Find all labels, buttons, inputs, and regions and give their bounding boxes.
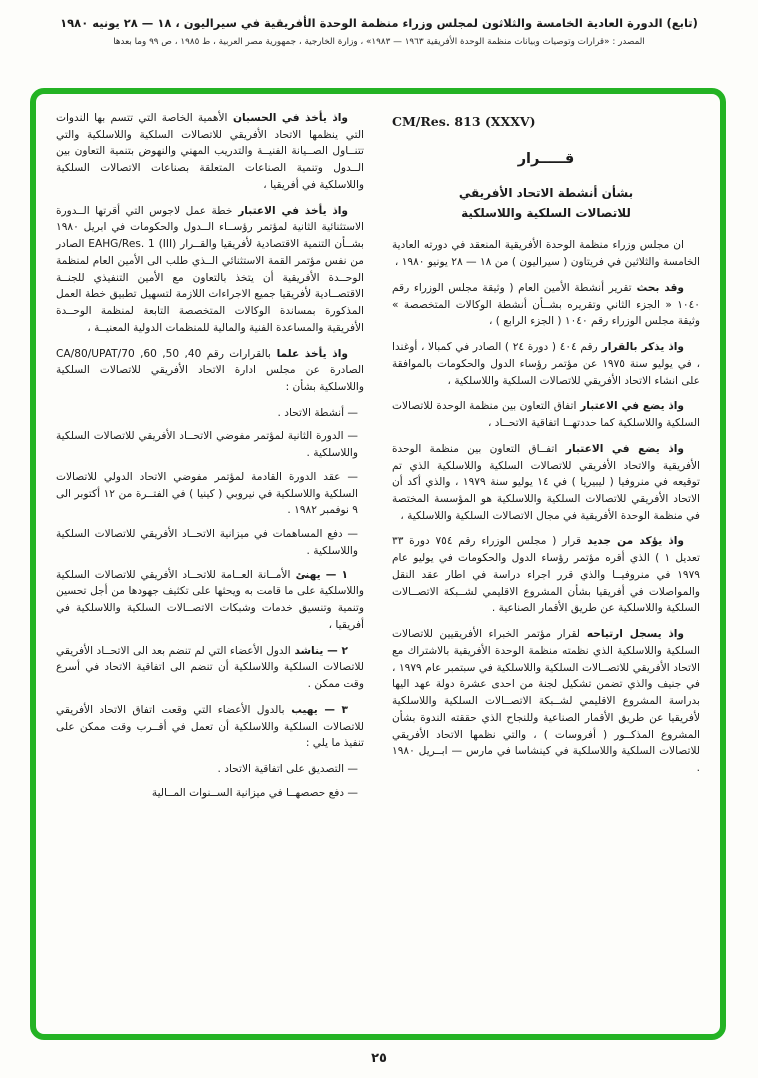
page-number: ٢٥ xyxy=(371,1051,387,1066)
page-header xyxy=(0,0,758,47)
paragraph: ٣ — يهيب بالدول الأعضاء التي وقعت اتفاق الاتحاد الأفريقي للاتصالات السلكية واللاسلكية أن تعمل في أقــرب وقت ممكن على تنفيذ ما يلي : xyxy=(56,703,364,750)
header-session-title: (تابع) الدورة العادية الخامسة والثلاثون لمجلس وزراء منظمة الوحدة الأفريقية في سيراليون ، ١٨ — ٢٨ يونيه ١٩٨٠ xyxy=(60,16,698,30)
paragraph: واذ يأخذ علما بالقرارات رقم 40, 50, 60, 70/CA/80/UPAT الصادرة عن مجلس ادارة الاتحاد الأفريقي للاتصالات السلكية واللاسلكية بشأن : xyxy=(56,347,364,394)
content-frame xyxy=(30,88,726,1040)
paragraph-lead: واذ يضع في الاعتبار xyxy=(557,442,684,455)
resolution-title: قـــــرار xyxy=(517,150,575,167)
paragraph-lead: واذ يذكر بالقرار xyxy=(597,341,684,354)
paragraph-lead: واذ يأخذ علما xyxy=(270,347,348,360)
paragraph-lead: واذ يسجل ارتياحه xyxy=(580,628,684,641)
paragraph-lead: واذ يؤكد من جديد xyxy=(581,535,684,548)
paragraph: ١ — يهنئ الأمــانة العــامة للاتحــاد الأفريقي للاتصالات السلكية واللاسلكية على ما قامت به ويحثها على تكثيف جهودها من أجل تحسين وتنمية وتنسيق خدمات وشبكات الاتصــالات السلكية واللاسلكية في أفريقيا ، xyxy=(56,568,364,631)
list-item: — عقد الدورة القادمة لمؤتمر مفوضي الاتحاد الدولي للاتصالات السلكية واللاسلكية في نيروبي ( كينيا ) في الفتــرة من ١٢ أكتوبر الى ٩ نوفمبر ١٩٨٢ . xyxy=(56,470,358,517)
paragraph: واذ يضع في الاعتبار اتفــاق التعاون بين منظمة الوحدة الأفريقية والاتحاد الأفريقي للاتصالات السلكية واللاسلكية الذي تم توقيعه في منروفيا ( ليبيريا ) في ١٤ يوليو سنة ١٩٧٩ ، والذي أكد أن الاتحاد الأفريقي للاتصالات السلكية واللاسلكية هو المؤسسة المختصة في منظمة الوحدة الأفريقية في مجال الاتصالات السلكية واللاسلكية ، xyxy=(392,442,700,522)
header-source-note: المصدر : «قرارات وتوصيات وبيانات منظمة الوحدة الأفريقية ١٩٦٣ — ١٩٨٣» ، وزارة الخارجية ، جمهورية مصر العربية ، ط ١٩٨٥ ، ص ٩٩ وما بعدها xyxy=(113,37,645,47)
paragraph-lead: واذ يضع في الاعتبار xyxy=(576,400,684,413)
left-column-paragraphs xyxy=(56,110,364,801)
list-item: — أنشطة الاتحاد . xyxy=(277,406,358,419)
paragraph: ان مجلس وزراء منظمة الوحدة الأفريقية المنعقد في دورته العادية الخامسة والثلاثين في فريتاون ( سيراليون ) من ١٨ — ٢٨ يونيو ١٩٨٠ ، xyxy=(392,239,700,269)
paragraph: ٢ — يناشد الدول الأعضاء التي لم تنضم بعد الى الاتحــاد الأفريقي للاتصالات السلكية واللاسلكية أن تنضم الى اتفاقية الاتحاد في أسرع وقت ممكن . xyxy=(56,644,364,691)
paragraph: واذ يذكر بالقرار رقم ٤٠٤ ( دورة ٢٤ ) الصادر في كمبالا ، أوغندا ، في يوليو سنة ١٩٧٥ عن مؤتمر رؤساء الدول والحكومات بالموافقة على انشاء الاتحاد الأفريقي للاتصالات السلكية واللاسلكية ، xyxy=(392,341,701,387)
paragraph-lead: ١ — يهنئ xyxy=(290,568,348,581)
paragraph: واذ يضع في الاعتبار اتفاق التعاون بين منظمة الوحدة للاتصالات السلكية واللاسلكية كما حددتهــا اتفاقية الاتحــاد ، xyxy=(392,400,700,430)
list-item: — دفع حصصهــا في ميزانية الســنوات المــالية xyxy=(151,786,358,799)
paragraph: واذ يأخذ في الاعتبار خطة عمل لاجوس التي أقرتها الــدورة الاستثنائية الثانية لمؤتمر رؤســاء الــدول والحكومات في ابريل ١٩٨٠ بشــأن التنمية الاقتصادية لأفريقيا والقــرار EAHG/Res. 1 (III) الصادر من نفس مؤتمر القمة الاستثنائي الــذي طلب الى الأمين العام لمنظمة الوحــدة الأفريقية أن يتخذ بالتعاون مع الأمين التنفيذي للجنــة الاقتصــادية لأفريقيا جميع الاجراءات اللازمة لتسهيل تطبيق خطة العمل المذكورة بمساندة الوكالات المتخصصة التابعة لمنظمة الوحــدة الأفريقية والمساعدة الفنية والمالية للمنظمات الدولية المعنيــة ، xyxy=(56,204,364,334)
left-column xyxy=(56,110,364,1018)
paragraph: وقد بحث تقرير أنشطة الأمين العام ( وثيقة مجلس الوزراء رقم ١٠٤٠ « الجزء الثاني وتقريره بشــأن أنشطة الوكالات المتخصصة » وثيقة مجلس الوزراء رقم ١٠٤٠ ( الجزء الرابع ) ، xyxy=(392,281,700,328)
two-column-layout xyxy=(56,110,700,1018)
resolution-id: CM/Res. 813 (XXXV) xyxy=(392,114,536,129)
right-column-paragraphs xyxy=(392,237,700,776)
right-column xyxy=(392,110,700,1018)
paragraph-lead: ٣ — يهيب xyxy=(284,703,348,716)
paragraph-lead: واذ يأخذ في الحسبان xyxy=(227,112,349,124)
paragraph: واذ يؤكد من جديد قرار ( مجلس الوزراء رقم ٧٥٤ دورة ٣٣ تعديل ١ ) الذي أقره مؤتمر رؤساء الدول والحكومات في يوليو عام ١٩٧٩ في منروفيــا والذي قرر اجراء دراسة في اطار عقد النقل والمواصلات في أفريقيا بشأن المشروع الاقليمي لشــبكة الاتصــالات السلكية واللاسلكية عن طريق الأقمار الصناعية . xyxy=(392,535,700,615)
list-item: — دفع المساهمات في ميزانية الاتحــاد الأفريقي للاتصالات السلكية واللاسلكية . xyxy=(56,528,358,557)
paragraph-lead: ٢ — يناشد xyxy=(290,644,348,657)
resolution-subtitle: بشأن أنشطة الاتحاد الأفريقي للاتصالات السلكية واللاسلكية xyxy=(458,185,634,221)
paragraph: واذ يسجل ارتياحه لقرار مؤتمر الخبراء الأفريقيين للاتصالات السلكية واللاسلكية الذي نظمته منظمة الوحدة الأفريقية بالاشتراك مع الاتحاد الأفريقي للاتصــالات السلكية واللاسلكية في سبتمبر عام ١٩٧٩ ، في جنيف والذي تضمن تشكيل لجنة من احدى عشرة دولة عهد اليها بدراسة المشروع الاقليمي لشــبكة الاتصــالات السلكية واللاسلكية لأفريقيا عن طريق الأقمار الصناعية وللنجاح الذي حققته الندوة بشأن المشروع المذكــور ( أفروسات ) ، والتي نظمها الاتحاد الأفريقي للاتصالات السلكية واللاسلكية في كينشاسا في مارس — ابــريل ١٩٨٠ . xyxy=(392,628,700,774)
list-item: — الدورة الثانية لمؤتمر مفوضي الاتحــاد الأفريقي للاتصالات السلكية واللاسلكية . xyxy=(56,430,358,460)
paragraph-lead: وقد بحث xyxy=(631,281,684,294)
paragraph: واذ يأخذ في الحسبان الأهمية الخاصة التي تتسم بها الندوات التي ينظمها الاتحاد الأفريقي للاتصالات السلكية واللاسلكية والتي تتنــاول الصــيانة الفنيــة والتدريب المهني والنهوض بتنمية التعاون بين الــدول وتنمية الصناعات المتعلقة بصناعات الاتصالات السلكية واللاسلكية في أفريقيا ، xyxy=(56,112,364,191)
list-item: — التصديق على اتفاقية الاتحاد . xyxy=(217,762,358,775)
paragraph-lead: واذ يأخذ في الاعتبار xyxy=(232,204,348,217)
